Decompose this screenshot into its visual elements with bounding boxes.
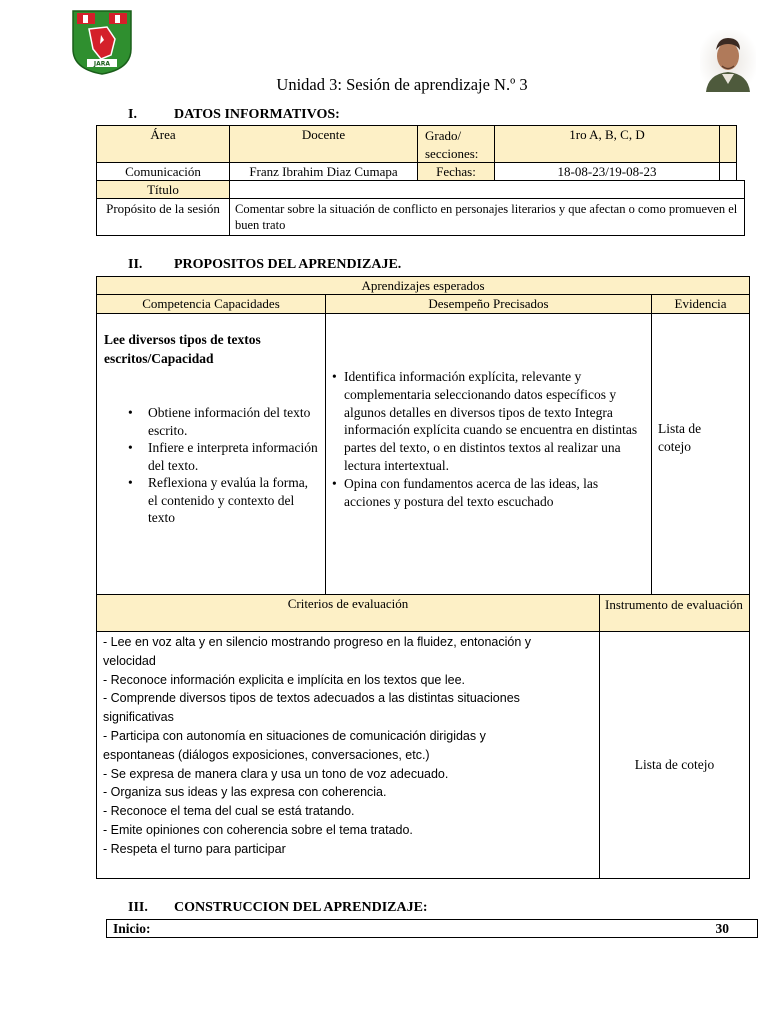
fechas-value: 18-08-23/19-08-23 [494,162,720,181]
section-3-number: III. [128,900,148,915]
docente-value: Franz Ibrahim Diaz Cumapa [229,162,418,181]
criterio-line: espontaneas (diálogos exposiciones, conversaciones, etc.) [103,747,430,762]
header-area: Área [96,125,230,163]
logo-text: JARA [93,60,111,68]
header-grado: Grado/ secciones: [417,125,495,163]
col-desempeno: Desempeño Precisados [325,294,652,314]
list-item: • Reflexiona y evalúa la forma, el contenido y contexto del texto [128,475,309,525]
section-3-title: CONSTRUCCION DEL APRENDIZAJE: [174,900,428,915]
criterio-line: - Comprende diversos tipos de textos adecuados a las distintas situaciones [103,691,520,706]
section-2-number: II. [128,257,143,272]
aprendizajes-header: Aprendizajes esperados [96,276,750,295]
col-evidencia: Evidencia [651,294,750,314]
section-2-title: PROPOSITOS DEL APRENDIZAJE. [174,257,402,272]
inicio-label: Inicio: [113,921,151,936]
fechas-empty-cell [719,162,737,181]
grado-value: 1ro A, B, C, D [494,125,720,163]
area-value: Comunicación [96,162,230,181]
criterio-line: significativas [103,710,174,725]
list-item: • Opina con fundamentos acerca de las ideas, las acciones y postura del texto escuchado [332,475,599,509]
page-title: Unidad 3: Sesión de aprendizaje N.º 3 [276,75,528,94]
inicio-row [106,919,758,938]
fechas-label: Fechas: [417,162,495,181]
criterio-line: velocidad [103,653,156,668]
col-competencia: Competencia Capacidades [96,294,326,314]
criterio-line: - Reconoce información explicita e implícita en los textos que lee. [103,672,465,687]
proposito-label: Propósito de la sesión [96,198,230,236]
header-docente: Docente [229,125,418,163]
criterio-line: - Se expresa de manera clara y usa un tono de voz adecuado. [103,766,449,781]
criterio-line: - Emite opiniones con coherencia sobre el tema tratado. [103,822,413,837]
inicio-value: 30 [715,921,729,936]
criterio-line: - Participa con autonomía en situaciones de comunicación dirigidas y [103,728,486,743]
titulo-value [229,180,745,199]
proposito-value: Comentar sobre la situación de conflicto en personajes literarios y que afectan o como promueven el buen trato [229,198,745,236]
evidencia-cell: Lista de cotejo [651,313,750,595]
capacidades-list [104,404,319,527]
section-1-title: DATOS INFORMATIVOS: [174,107,340,122]
criterio-line: - Reconoce el tema del cual se está tratando. [103,804,355,819]
criterio-line: - Respeta el turno para participar [103,841,286,856]
instrumento-header: Instrumento de evaluación [599,594,750,632]
instrumento-value: Lista de cotejo [599,631,750,879]
titulo-label: Título [96,180,230,199]
desempenos-list [332,368,647,510]
competencia-title: Lee diversos tipos de textos escritos/Capacidad [104,332,261,366]
criterio-line: - Lee en voz alta y en silencio mostrando progreso en la fluidez, entonación y [103,635,532,649]
list-item: • Infiere e interpreta información del texto. [128,440,318,473]
competencia-cell [96,313,326,595]
list-item: • Identifica información explícita, relevante y complementaria seleccionando datos específicos y algunos detalles en diversos tipos de texto Integra información explícita cuando se encuentra en distintas partes del texto, o en distintos textos al realizar una lectura intertextual. [332,369,638,473]
criterios-header: Criterios de evaluación [96,594,600,632]
criterios-cell [96,631,600,879]
criterio-line: - Organiza sus ideas y las expresa con coherencia. [103,785,387,800]
section-1-number: I. [128,107,137,122]
school-logo [71,9,133,75]
desempeno-cell [325,313,652,595]
header-empty-cell [719,125,737,163]
list-item: • Obtiene información del texto escrito. [128,405,311,438]
